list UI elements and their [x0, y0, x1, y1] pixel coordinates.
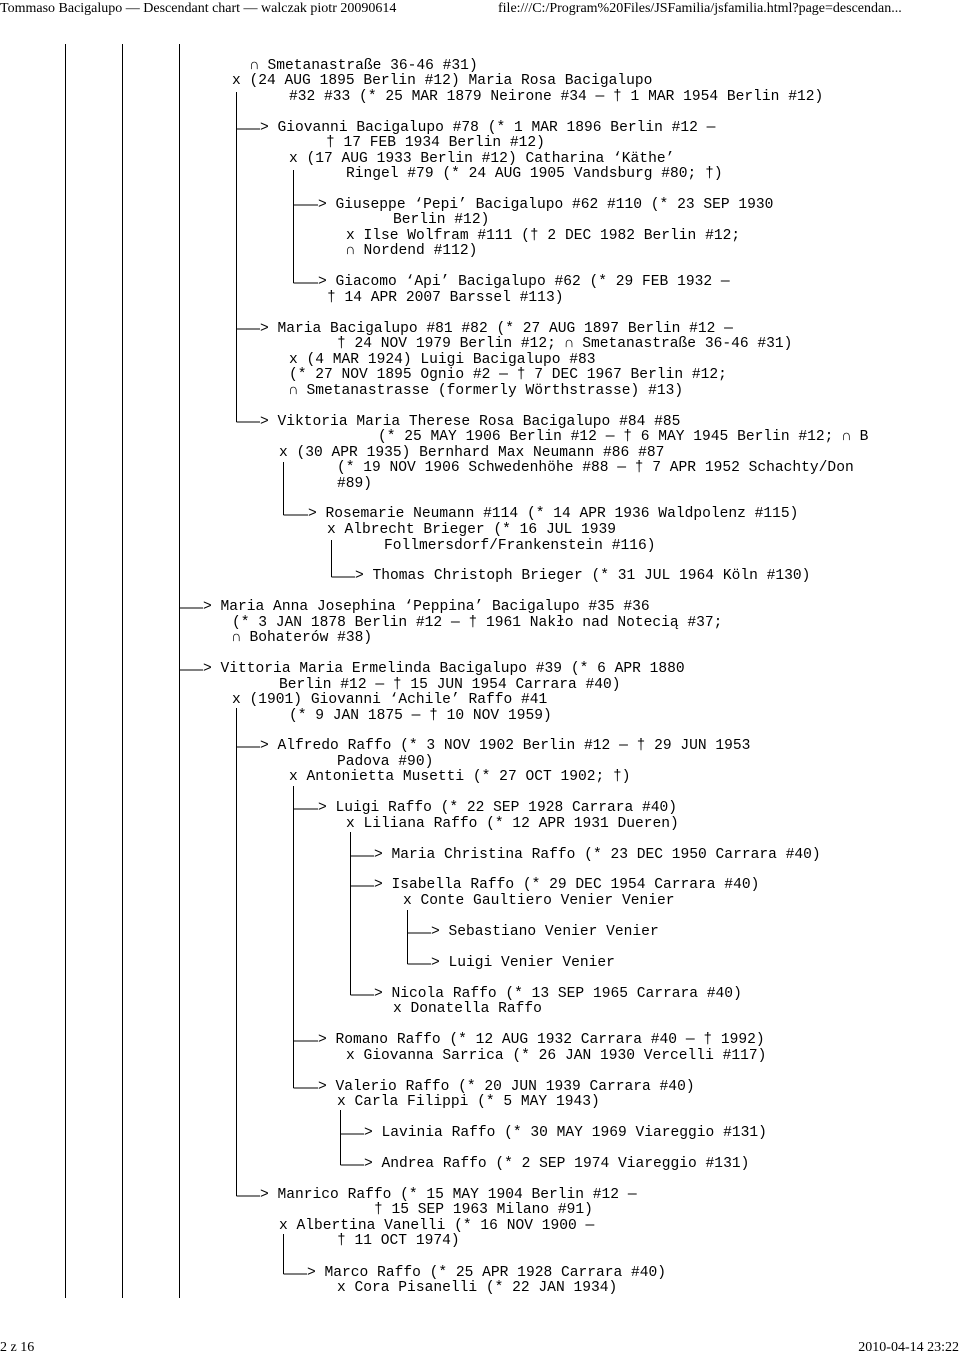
- browser-print-footer: [0, 1339, 960, 1357]
- chart-line: ∩ Smetanastraße 36-46 #31): [250, 58, 478, 74]
- chart-line: > Luigi Venier Venier: [431, 955, 615, 971]
- chart-line: > Lavinia Raffo (* 30 MAY 1969 Viareggio #131): [364, 1125, 767, 1141]
- chart-line: x Liliana Raffo (* 12 APR 1931 Dueren): [346, 816, 679, 832]
- chart-line: x (17 AUG 1933 Berlin #12) Catharina ‘Käthe’: [289, 151, 675, 167]
- chart-line: (* 3 JAN 1878 Berlin #12 — † 1961 Nakło nad Notecią #37;: [232, 615, 723, 631]
- page-title: Tommaso Bacigalupo — Descendant chart — walczak piotr 20090614: [0, 1, 397, 16]
- chart-line: > Valerio Raffo (* 20 JUN 1939 Carrara #40): [318, 1079, 695, 1095]
- chart-line: x Carla Filippi (* 5 MAY 1943): [337, 1094, 600, 1110]
- chart-line: † 15 SEP 1963 Milano #91): [374, 1202, 593, 1218]
- chart-line: † 17 FEB 1934 Berlin #12): [326, 135, 545, 151]
- chart-line: > Vittoria Maria Ermelinda Bacigalupo #39 (* 6 APR 1880: [203, 661, 685, 677]
- chart-line: x (24 AUG 1895 Berlin #12) Maria Rosa Bacigalupo: [232, 73, 653, 89]
- chart-line: † 14 APR 2007 Barssel #113): [327, 290, 564, 306]
- chart-line: (* 27 NOV 1895 Ognio #2 — † 7 DEC 1967 Berlin #12;: [289, 367, 727, 383]
- chart-line: > Rosemarie Neumann #114 (* 14 APR 1936 Waldpolenz #115): [308, 506, 799, 522]
- chart-line: x Albertina Vanelli (* 16 NOV 1900 —: [279, 1218, 595, 1234]
- chart-line: > Luigi Raffo (* 22 SEP 1928 Carrara #40): [318, 800, 678, 816]
- chart-line: > Sebastiano Venier Venier: [431, 924, 659, 940]
- chart-line: ∩ Bohaterów #38): [232, 630, 373, 646]
- chart-line: x (30 APR 1935) Bernhard Max Neumann #86 #87: [279, 445, 665, 461]
- chart-line: > Alfredo Raffo (* 3 NOV 1902 Berlin #12 — † 29 JUN 1953: [260, 738, 751, 754]
- chart-line: (* 9 JAN 1875 — † 10 NOV 1959): [289, 708, 552, 724]
- chart-line: > Giacomo ‘Api’ Bacigalupo #62 (* 29 FEB 1932 —: [318, 274, 730, 290]
- chart-line: x Conte Gaultiero Venier Venier: [403, 893, 675, 909]
- chart-line: x (4 MAR 1924) Luigi Bacigalupo #83: [289, 352, 596, 368]
- chart-line: > Giuseppe ‘Pepi’ Bacigalupo #62 #110 (* 23 SEP 1930: [318, 197, 774, 213]
- chart-line: x Donatella Raffo: [393, 1001, 542, 1017]
- chart-line: > Manrico Raffo (* 15 MAY 1904 Berlin #12 —: [260, 1187, 637, 1203]
- chart-line: x Cora Pisanelli (* 22 JAN 1934): [337, 1280, 618, 1296]
- chart-line: x Giovanna Sarrica (* 26 JAN 1930 Vercelli #117): [346, 1048, 767, 1064]
- chart-line: Ringel #79 (* 24 AUG 1905 Vandsburg #80; †): [346, 166, 723, 182]
- chart-line: ∩ Nordend #112): [346, 243, 478, 259]
- chart-line: > Maria Bacigalupo #81 #82 (* 27 AUG 1897 Berlin #12 —: [260, 321, 733, 337]
- chart-line: x (1901) Giovanni ‘Achile’ Raffo #41: [232, 692, 548, 708]
- chart-line: Berlin #12 — † 15 JUN 1954 Carrara #40): [279, 677, 621, 693]
- chart-line: > Marco Raffo (* 25 APR 1928 Carrara #40): [307, 1265, 667, 1281]
- chart-line: (* 19 NOV 1906 Schwedenhöhe #88 — † 7 APR 1952 Schachty/Don: [337, 460, 854, 476]
- chart-line: x Albrecht Brieger (* 16 JUL 1939: [327, 522, 617, 538]
- chart-line: > Isabella Raffo (* 29 DEC 1954 Carrara #40): [374, 877, 760, 893]
- chart-line: > Maria Anna Josephina ‘Peppina’ Bacigalupo #35 #36: [203, 599, 650, 615]
- chart-line: † 11 OCT 1974): [337, 1233, 460, 1249]
- chart-line: x Ilse Wolfram #111 († 2 DEC 1982 Berlin #12;: [346, 228, 741, 244]
- chart-line: † 24 NOV 1979 Berlin #12; ∩ Smetanastraße 36-46 #31): [337, 336, 793, 352]
- chart-line: (* 25 MAY 1906 Berlin #12 — † 6 MAY 1945 Berlin #12; ∩ B: [378, 429, 869, 445]
- chart-line: Berlin #12): [393, 212, 490, 228]
- chart-line: #32 #33 (* 25 MAR 1879 Neirone #34 — † 1 MAR 1954 Berlin #12): [289, 89, 824, 105]
- chart-line: ∩ Smetanastrasse (formerly Wörthstrasse) #13): [289, 383, 684, 399]
- print-timestamp: 2010-04-14 23:22: [858, 1340, 959, 1355]
- chart-line: x Antonietta Musetti (* 27 OCT 1902; †): [289, 769, 631, 785]
- chart-line: Follmersdorf/Frankenstein #116): [384, 538, 656, 554]
- chart-line: > Giovanni Bacigalupo #78 (* 1 MAR 1896 Berlin #12 —: [260, 120, 716, 136]
- chart-line: Padova #90): [337, 754, 434, 770]
- chart-line: > Thomas Christoph Brieger (* 31 JUL 1964 Köln #130): [355, 568, 811, 584]
- chart-line: > Nicola Raffo (* 13 SEP 1965 Carrara #40): [374, 986, 742, 1002]
- chart-line: > Maria Christina Raffo (* 23 DEC 1950 Carrara #40): [374, 847, 821, 863]
- chart-line: #89): [337, 476, 373, 492]
- chart-line: > Viktoria Maria Therese Rosa Bacigalupo #84 #85: [260, 414, 681, 430]
- page-number: 2 z 16: [0, 1340, 35, 1355]
- chart-line: > Andrea Raffo (* 2 SEP 1974 Viareggio #131): [364, 1156, 750, 1172]
- page-url: file:///C:/Program%20Files/JSFamilia/jsfamilia.html?page=descendan...: [498, 1, 902, 16]
- chart-line: > Romano Raffo (* 12 AUG 1932 Carrara #40 — † 1992): [318, 1032, 765, 1048]
